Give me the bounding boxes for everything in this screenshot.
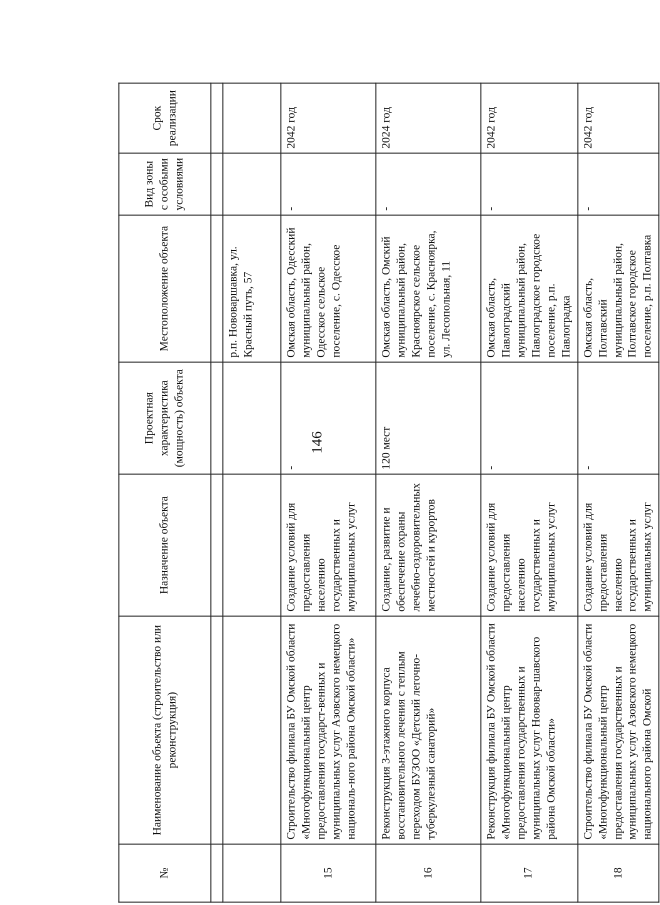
separator-cell: [211, 83, 223, 153]
cell-num: 17: [481, 844, 578, 902]
header-capacity: Проектная характеристика (мощность) объекта: [119, 362, 211, 474]
table-row: [481, 83, 578, 902]
cell-purpose: [223, 474, 281, 616]
separator-row: [211, 83, 223, 902]
cell-num: 15: [281, 844, 376, 902]
cell-location: Омская область, Омский муниципальный район, Красноярское сельское поселение, с. Красноярка, ул. Лесопольная, 11: [376, 215, 481, 362]
header-name: Наименование объекта (строительство или реконструкция): [119, 616, 211, 844]
separator-cell: [211, 362, 223, 474]
cell-purpose: Создание условий для предоставления населению государственных и муниципальных услуг: [281, 474, 376, 616]
cell-name: Строительство филиала БУ Омской области «Многофункциональный центр предоставления государственных и муниципальных услуг Азовского немецкого национального района Омской: [577, 616, 659, 844]
cell-name: Строительство филиала БУ Омской области «Многофункциональный центр предоставления государст-венных и муниципальных услуг Азовского немецкого националь-ного района Омской области»: [281, 616, 376, 844]
cell-location: Омская область, Полтавский муниципальный район, Полтавское городское поселение, р.п. Полтавка: [577, 215, 659, 362]
table-row: [376, 83, 481, 902]
cell-zone: -: [281, 153, 376, 215]
cell-capacity: 120 мест: [376, 362, 481, 474]
cell-zone: [223, 153, 281, 215]
cell-capacity: -: [281, 362, 376, 474]
cell-name: Реконструкция 3-этажного корпуса восстановительного лечения с теплым переходом БУЗОО «Детский легочно-туберкулезный санаторий»: [376, 616, 481, 844]
cell-term: 2042 год: [281, 83, 376, 153]
cell-capacity: -: [577, 362, 659, 474]
cell-purpose: Создание условий для предоставления населению государственных и муниципальных услуг: [577, 474, 659, 616]
cell-zone: -: [376, 153, 481, 215]
cell-term: [223, 83, 281, 153]
cell-term: 2024 год: [376, 83, 481, 153]
cell-location: Омская область, Одесский муниципальный район, Одесское сельское поселение, с. Одесское: [281, 215, 376, 362]
cell-num: [223, 844, 281, 902]
table-row: [281, 83, 376, 902]
cell-num: 16: [376, 844, 481, 902]
header-zone: Вид зоны с особыми условиями: [119, 153, 211, 215]
separator-cell: [211, 616, 223, 844]
cell-zone: -: [481, 153, 578, 215]
cell-name: Реконструкция филиала БУ Омской области «Многофункциональный центр предоставления государственных и муниципальных услуг Нововар-шавского района Омской области»: [481, 616, 578, 844]
cell-purpose: Создание условий для предоставления населению государственных и муниципальных услуг: [481, 474, 578, 616]
cell-name: [223, 616, 281, 844]
separator-cell: [211, 474, 223, 616]
objects-table: [118, 83, 659, 903]
table-row: [577, 83, 659, 902]
cell-purpose: Создание, развитие и обеспечение охраны лечебно-оздоровительных местностей и курортов: [376, 474, 481, 616]
header-num: №: [119, 844, 211, 902]
separator-cell: [211, 153, 223, 215]
header-term: Срок реализации: [119, 83, 211, 153]
cell-capacity: [223, 362, 281, 474]
cell-zone: -: [577, 153, 659, 215]
separator-cell: [211, 844, 223, 902]
cell-term: 2042 год: [481, 83, 578, 153]
header-location: Местоположение объекта: [119, 215, 211, 362]
cell-capacity: -: [481, 362, 578, 474]
header-purpose: Назначение объекта: [119, 474, 211, 616]
cell-term: 2042 год: [577, 83, 659, 153]
table-header-row: [119, 83, 211, 902]
table-row: [223, 83, 281, 902]
cell-num: 18: [577, 844, 659, 902]
separator-cell: [211, 215, 223, 362]
cell-location: р.п. Нововаршавка, ул. Красный путь, 57: [223, 215, 281, 362]
cell-location: Омская область, Павлоградский муниципальный район, Павлоградское городское поселение, р.п. Павлоградка: [481, 215, 578, 362]
page-number: 146: [309, 431, 326, 454]
